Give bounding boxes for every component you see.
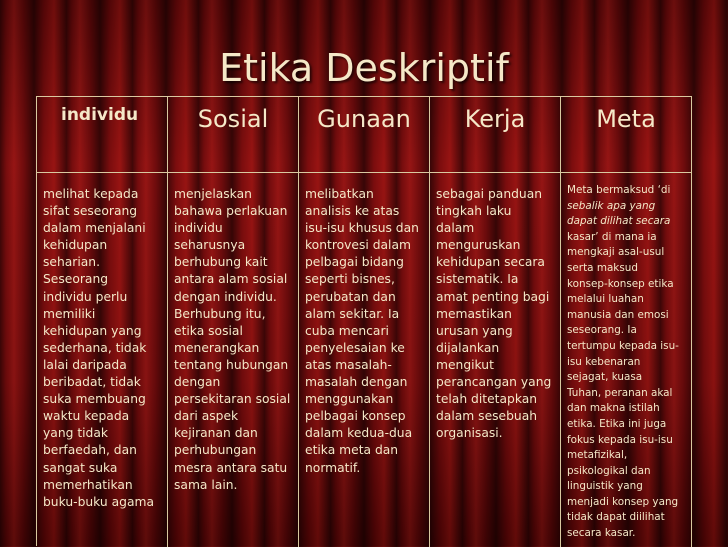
- cell-text-line: melibatkan: [305, 187, 374, 201]
- header-individu: individu: [37, 97, 167, 173]
- cell-text-line: kasar’ di mana ia: [567, 230, 657, 243]
- cell-text-line: cuba mencari: [305, 323, 389, 338]
- cell-text-line: penyelesaian ke: [305, 340, 405, 355]
- cell-text-line: pelbagai bidang: [305, 255, 404, 270]
- cell-text-line: tingkah laku: [436, 204, 512, 219]
- cell-text-line: dijalankan: [436, 340, 500, 355]
- column-individu: [37, 97, 168, 547]
- cell-text-line: sifat seseorang: [43, 204, 138, 219]
- cell-text-line: manusia dan emosi: [567, 308, 669, 321]
- cell-text-line: mesra antara satu: [174, 460, 288, 475]
- cell-text-line: atas masalah-: [305, 357, 392, 372]
- cell-text-line: dengan: [174, 375, 221, 390]
- cell-text-line: memerhatikan: [43, 477, 133, 492]
- cell-text-line: waktu kepada: [43, 409, 130, 424]
- cell-kerja: [430, 173, 560, 442]
- cell-text-line: kehidupan secara: [436, 255, 545, 270]
- header-sosial: Sosial: [168, 97, 298, 173]
- cell-individu: [37, 173, 167, 511]
- header-kerja: Kerja: [430, 97, 560, 173]
- cell-text-line: individu: [174, 221, 223, 236]
- cell-text-line: seharusnya: [174, 238, 246, 253]
- header-meta: Meta: [561, 97, 691, 173]
- cell-text-line: alam sekitar. Ia: [305, 306, 400, 321]
- cell-text-line: sama lain.: [174, 477, 238, 492]
- cell-text-line: memiliki: [43, 306, 96, 321]
- cell-text-line: etika meta dan: [305, 443, 399, 458]
- cell-text-line: dalam menjalani: [43, 221, 146, 236]
- cell-text-line: Tuhan, peranan akal: [567, 386, 673, 399]
- cell-text-line: perubatan dan: [305, 289, 396, 304]
- cell-text-line: memastikan: [436, 306, 512, 321]
- cell-text-line: kehidupan yang: [43, 323, 142, 338]
- cell-text-line: sistematik. Ia: [436, 272, 519, 287]
- cell-text-line: beribadat, tidak: [43, 375, 141, 390]
- cell-text-line: normatif.: [305, 460, 361, 475]
- cell-text-line: melihat kepada: [43, 187, 139, 201]
- cell-text-line: Berhubung itu,: [174, 306, 266, 321]
- cell-text-line: berhubung kait: [174, 255, 268, 270]
- cell-text-line: dan makna istilah: [567, 402, 660, 415]
- cell-text-line: tidak dapat diilihat: [567, 511, 665, 524]
- cell-text-line: persekitaran sosial: [174, 392, 291, 407]
- cell-text-line: etika. Etika ini juga: [567, 417, 667, 430]
- cell-text-line: yang tidak: [43, 426, 109, 441]
- cell-text-line: etika sosial: [174, 323, 243, 338]
- cell-text-line: perancangan yang: [436, 375, 552, 390]
- header-gunaan: Gunaan: [299, 97, 429, 173]
- cell-text-line: seperti bisnes,: [305, 272, 395, 287]
- column-sosial: [168, 97, 299, 547]
- cell-text-line: konsep-konsep etika: [567, 277, 674, 290]
- cell-text-line: kontrovesi dalam: [305, 238, 411, 253]
- cell-text-line: Seseorang: [43, 272, 109, 287]
- cell-gunaan: [299, 173, 429, 477]
- cell-text-line: individu perlu: [43, 289, 128, 304]
- cell-text-line: tentang hubungan: [174, 357, 289, 372]
- cell-text-line: isu kebenaran: [567, 355, 641, 368]
- cell-text-line: dalam kedua-dua: [305, 426, 413, 441]
- cell-text-line: masalah dengan: [305, 375, 408, 390]
- cell-text-line: perhubungan: [174, 443, 257, 458]
- cell-text-line: seharian.: [43, 255, 101, 270]
- cell-text-line: fokus kepada isu-isu: [567, 433, 673, 446]
- cell-text-line: serta maksud: [567, 261, 638, 274]
- cell-text-line: psikologikal dan: [567, 464, 651, 477]
- cell-text-line: pelbagai konsep: [305, 409, 406, 424]
- cell-text-line: menguruskan: [436, 238, 521, 253]
- slide-title: Etika Deskriptif: [219, 46, 509, 90]
- column-kerja: [430, 97, 561, 547]
- ethics-table: [36, 96, 692, 546]
- cell-text-line: telah ditetapkan: [436, 392, 538, 407]
- cell-text-line: metafizikal,: [567, 449, 628, 462]
- cell-text-line: menjadi konsep yang: [567, 495, 679, 508]
- cell-text-line: dalam: [436, 221, 475, 236]
- cell-text-line: lalai daripada: [43, 357, 127, 372]
- cell-text-line: organisasi.: [436, 426, 503, 441]
- column-gunaan: [299, 97, 430, 547]
- cell-text-line: urusan yang: [436, 323, 513, 338]
- cell-text-line: sebagai panduan: [436, 187, 543, 201]
- cell-text-line: dari aspek: [174, 409, 239, 424]
- cell-text-line: antara alam sosial: [174, 272, 288, 287]
- cell-text-line: menggunakan: [305, 392, 394, 407]
- cell-text-line: kejiranan dan: [174, 426, 258, 441]
- cell-meta: [561, 173, 691, 542]
- cell-text-line: sebalik apa yang: [567, 199, 656, 212]
- cell-text-line: dengan individu.: [174, 289, 277, 304]
- cell-text-line: tertumpu kepada isu-: [567, 339, 679, 352]
- cell-text-line: linguistik yang: [567, 480, 643, 493]
- cell-text-line: seseorang. Ia: [567, 324, 637, 337]
- cell-text-line: menerangkan: [174, 340, 260, 355]
- cell-text-line: berfaedah, dan: [43, 443, 137, 458]
- cell-text-line: amat penting bagi: [436, 289, 550, 304]
- cell-text-line: dalam sesebuah: [436, 409, 538, 424]
- cell-text-line: bahawa perlakuan: [174, 204, 288, 219]
- cell-text-line: sederhana, tidak: [43, 340, 147, 355]
- cell-text-line: suka membuang: [43, 392, 146, 407]
- column-meta: [561, 97, 692, 547]
- cell-sosial: [168, 173, 298, 494]
- cell-text-line: Meta bermaksud ‘di: [567, 184, 671, 196]
- cell-text-line: buku-buku agama: [43, 494, 155, 509]
- cell-text-line: sejagat, kuasa: [567, 371, 643, 384]
- cell-text-line: mengikut: [436, 357, 494, 372]
- cell-text-line: isu-isu khusus dan: [305, 221, 419, 236]
- cell-text-line: dapat dilihat secara: [567, 215, 671, 228]
- cell-text-line: melalui luahan: [567, 293, 644, 306]
- cell-text-line: kehidupan: [43, 238, 108, 253]
- cell-text-line: mengkaji asal-usul: [567, 246, 665, 259]
- cell-text-line: sangat suka: [43, 460, 118, 475]
- cell-text-line: analisis ke atas: [305, 204, 400, 219]
- cell-text-line: menjelaskan: [174, 187, 252, 201]
- cell-text-line: secara kasar.: [567, 527, 636, 540]
